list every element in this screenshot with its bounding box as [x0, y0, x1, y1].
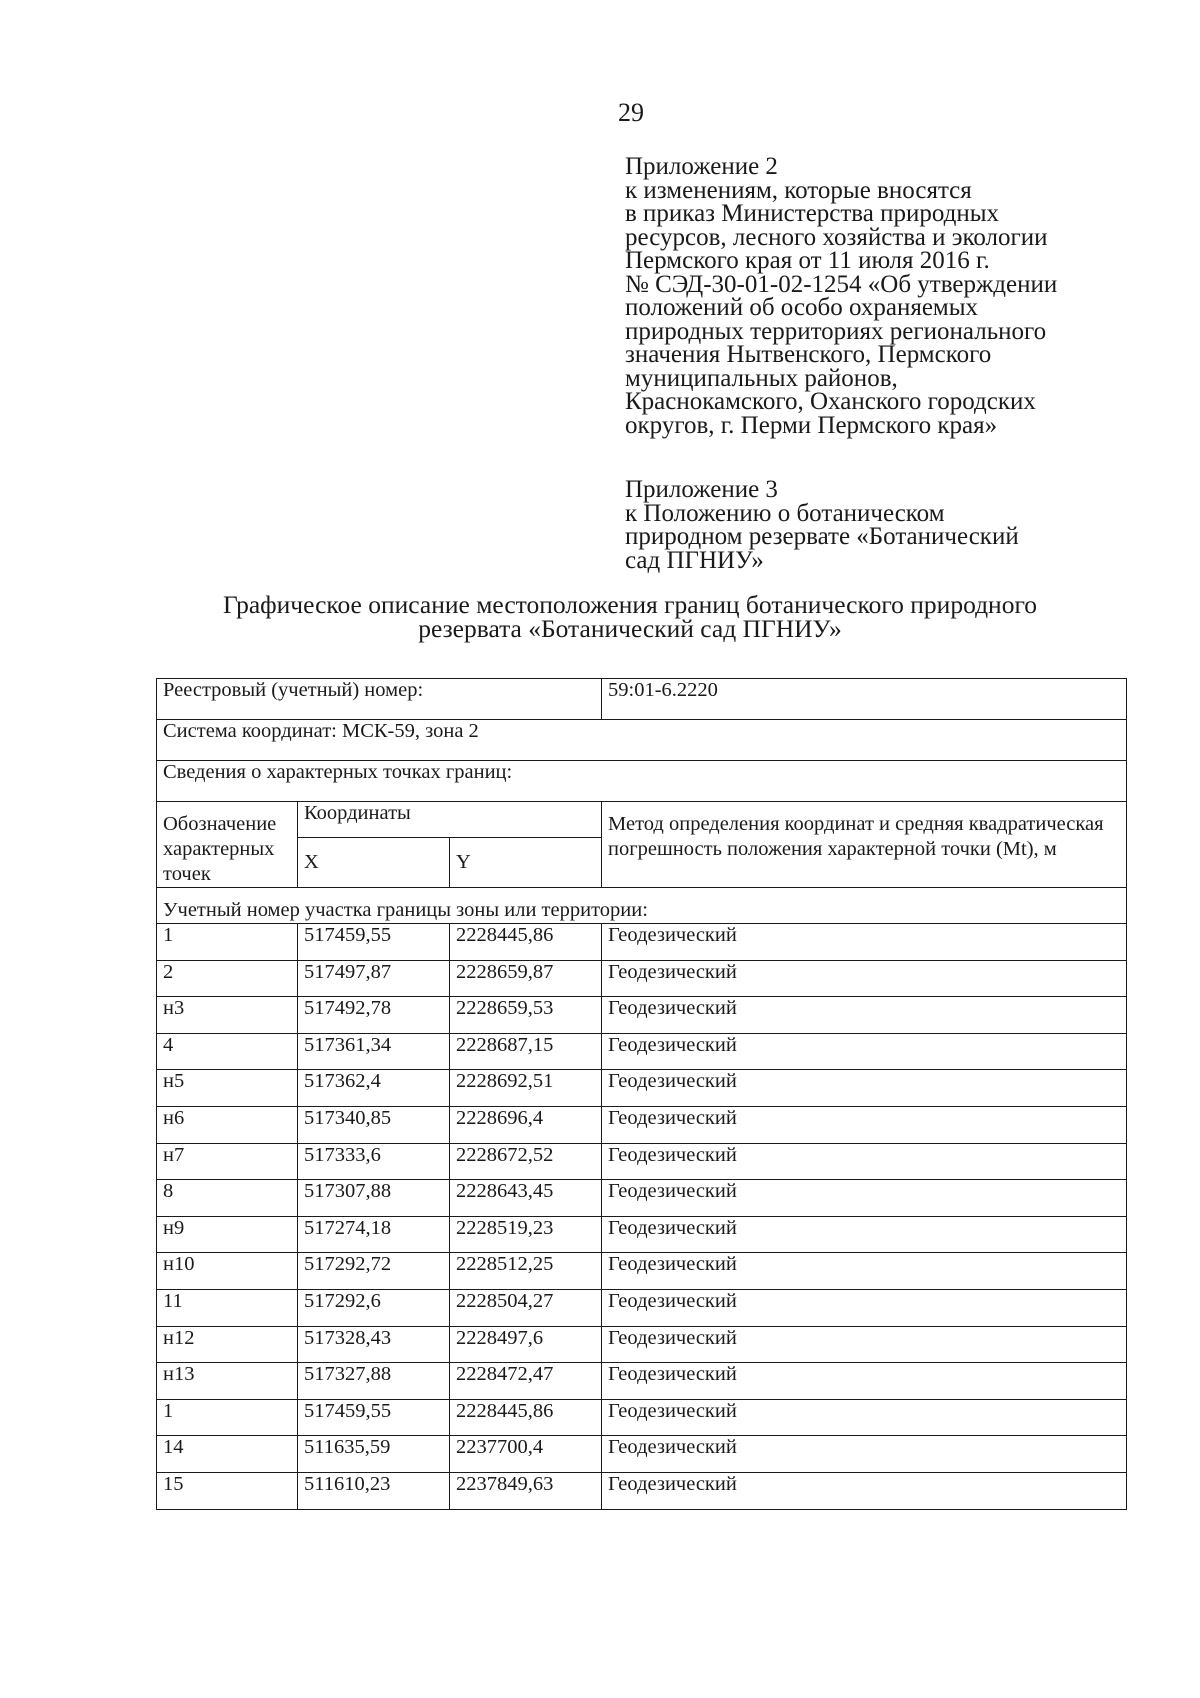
point-method: Геодезический	[602, 1106, 1127, 1143]
appendix-2-line: значения Нытвенского, Пермского	[625, 341, 992, 368]
point-x: 517333,6	[298, 1143, 450, 1180]
point-id: н9	[157, 1216, 298, 1253]
table-row	[157, 1326, 1127, 1363]
point-method: Геодезический	[602, 960, 1127, 997]
table-row	[157, 1472, 1127, 1509]
point-x: 517492,78	[298, 997, 450, 1034]
point-method: Геодезический	[602, 1363, 1127, 1400]
appendix-3-line: к Положению о ботаническом	[625, 499, 945, 527]
appendix-2-line: в приказ Министерства природных	[625, 200, 1000, 227]
point-x: 517362,4	[298, 1070, 450, 1107]
table-row	[157, 960, 1127, 997]
point-x: 517307,88	[298, 1180, 450, 1217]
point-x: 517361,34	[298, 1033, 450, 1070]
point-method: Геодезический	[602, 1326, 1127, 1363]
point-method: Геодезический	[602, 1253, 1127, 1290]
title-line: Графическое описание местоположения границ ботанического природного	[222, 590, 1038, 619]
point-method: Геодезический	[602, 1070, 1127, 1107]
point-method: Геодезический	[602, 997, 1127, 1034]
header-row	[157, 802, 1127, 838]
col-method-header: Метод определения координат и средняя квадратическая погрешность положения характерной точки (Mt), м	[602, 802, 1127, 888]
point-method: Геодезический	[602, 1180, 1127, 1217]
col-point-header: Обозначение характерных точек	[157, 802, 298, 888]
table-row	[157, 997, 1127, 1034]
appendix-2-line: Пермского края от 11 июля 2016 г.	[625, 247, 990, 274]
point-y: 2237849,63	[450, 1472, 602, 1509]
point-method: Геодезический	[602, 1216, 1127, 1253]
col-coords-header: Координаты	[298, 802, 602, 838]
table-row	[157, 1033, 1127, 1070]
point-id: н12	[157, 1326, 298, 1363]
point-method: Геодезический	[602, 924, 1127, 961]
point-x: 517327,88	[298, 1363, 450, 1400]
point-x: 511610,23	[298, 1472, 450, 1509]
title-line: резервата «Ботанический сад ПГНИУ»	[418, 614, 842, 643]
appendix-2-line: Краснокамского, Оханского городских	[625, 388, 1036, 415]
point-id: 1	[157, 924, 298, 961]
point-x: 517274,18	[298, 1216, 450, 1253]
points-info-row	[157, 761, 1127, 802]
point-y: 2228659,87	[450, 960, 602, 997]
table-row	[157, 924, 1127, 961]
point-y: 2228672,52	[450, 1143, 602, 1180]
point-id: 15	[157, 1472, 298, 1509]
appendix-2-line: округов, г. Перми Пермского края»	[625, 411, 998, 439]
point-y: 2228445,86	[450, 1399, 602, 1436]
col-y-header: Y	[450, 837, 602, 887]
appendix-2-line: ресурсов, лесного хозяйства и экологии	[625, 223, 1048, 251]
point-y: 2228696,4	[450, 1106, 602, 1143]
section-label: Учетный номер участка границы зоны или территории:	[157, 888, 1127, 924]
table-row	[157, 1143, 1127, 1180]
appendix-3-line: Приложение 3	[625, 476, 778, 503]
point-x: 517497,87	[298, 960, 450, 997]
col-x-header: X	[298, 837, 450, 887]
point-y: 2228659,53	[450, 997, 602, 1034]
table-row	[157, 1289, 1127, 1326]
points-info: Сведения о характерных точках границ:	[157, 761, 1127, 802]
registry-value: 59:01-6.2220	[602, 679, 1127, 720]
point-x: 517328,43	[298, 1326, 450, 1363]
point-id: н6	[157, 1106, 298, 1143]
point-y: 2228445,86	[450, 924, 602, 961]
point-id: 11	[157, 1289, 298, 1326]
point-id: 4	[157, 1033, 298, 1070]
point-y: 2228519,23	[450, 1216, 602, 1253]
point-id: 14	[157, 1436, 298, 1473]
point-x: 517292,6	[298, 1289, 450, 1326]
coord-system: Система координат: МСК-59, зона 2	[157, 720, 1127, 761]
point-y: 2228643,45	[450, 1180, 602, 1217]
appendix-2-line: Приложение 2	[625, 153, 778, 180]
point-y: 2228472,47	[450, 1363, 602, 1400]
point-method: Геодезический	[602, 1289, 1127, 1326]
appendix-2-line: № СЭД-30-01-02-1254 «Об утверждении	[625, 270, 1058, 298]
appendix-3-line: сад ПГНИУ»	[625, 546, 764, 574]
point-id: н10	[157, 1253, 298, 1290]
document-title	[150, 590, 1110, 643]
appendix-2-line: к изменениям, которые вносятся	[625, 176, 972, 204]
appendix-2-line: природных территориях регионального	[625, 317, 1047, 345]
table-row	[157, 1180, 1127, 1217]
registry-label: Реестровый (учетный) номер:	[157, 679, 602, 720]
point-x: 517292,72	[298, 1253, 450, 1290]
point-id: 2	[157, 960, 298, 997]
point-method: Геодезический	[602, 1399, 1127, 1436]
point-x: 511635,59	[298, 1436, 450, 1473]
table-row	[157, 1106, 1127, 1143]
point-y: 2228497,6	[450, 1326, 602, 1363]
point-method: Геодезический	[602, 1436, 1127, 1473]
table-body	[157, 679, 1127, 1510]
appendix-3-block	[625, 478, 1105, 572]
registry-row	[157, 679, 1127, 720]
section-row	[157, 888, 1127, 924]
appendix-2-block	[625, 155, 1105, 437]
table-row	[157, 1216, 1127, 1253]
point-id: н13	[157, 1363, 298, 1400]
point-id: н5	[157, 1070, 298, 1107]
point-id: 1	[157, 1399, 298, 1436]
page-number: 29	[618, 98, 644, 127]
table-row	[157, 1399, 1127, 1436]
appendix-2-line: положений об особо охраняемых	[625, 294, 979, 321]
point-id: н7	[157, 1143, 298, 1180]
table-row	[157, 1070, 1127, 1107]
point-y: 2228687,15	[450, 1033, 602, 1070]
point-y: 2228512,25	[450, 1253, 602, 1290]
point-x: 517459,55	[298, 1399, 450, 1436]
point-y: 2228504,27	[450, 1289, 602, 1326]
boundary-points-table	[156, 678, 1127, 1510]
point-method: Геодезический	[602, 1143, 1127, 1180]
table-row	[157, 1436, 1127, 1473]
appendix-3-line: природном резервате «Ботанический	[625, 523, 1019, 550]
point-y: 2237700,4	[450, 1436, 602, 1473]
point-method: Геодезический	[602, 1033, 1127, 1070]
coord-system-row	[157, 720, 1127, 761]
table-row	[157, 1253, 1127, 1290]
appendix-2-line: муниципальных районов,	[625, 364, 898, 392]
point-id: 8	[157, 1180, 298, 1217]
table-row	[157, 1363, 1127, 1400]
point-y: 2228692,51	[450, 1070, 602, 1107]
point-x: 517340,85	[298, 1106, 450, 1143]
point-id: н3	[157, 997, 298, 1034]
point-method: Геодезический	[602, 1472, 1127, 1509]
point-x: 517459,55	[298, 924, 450, 961]
